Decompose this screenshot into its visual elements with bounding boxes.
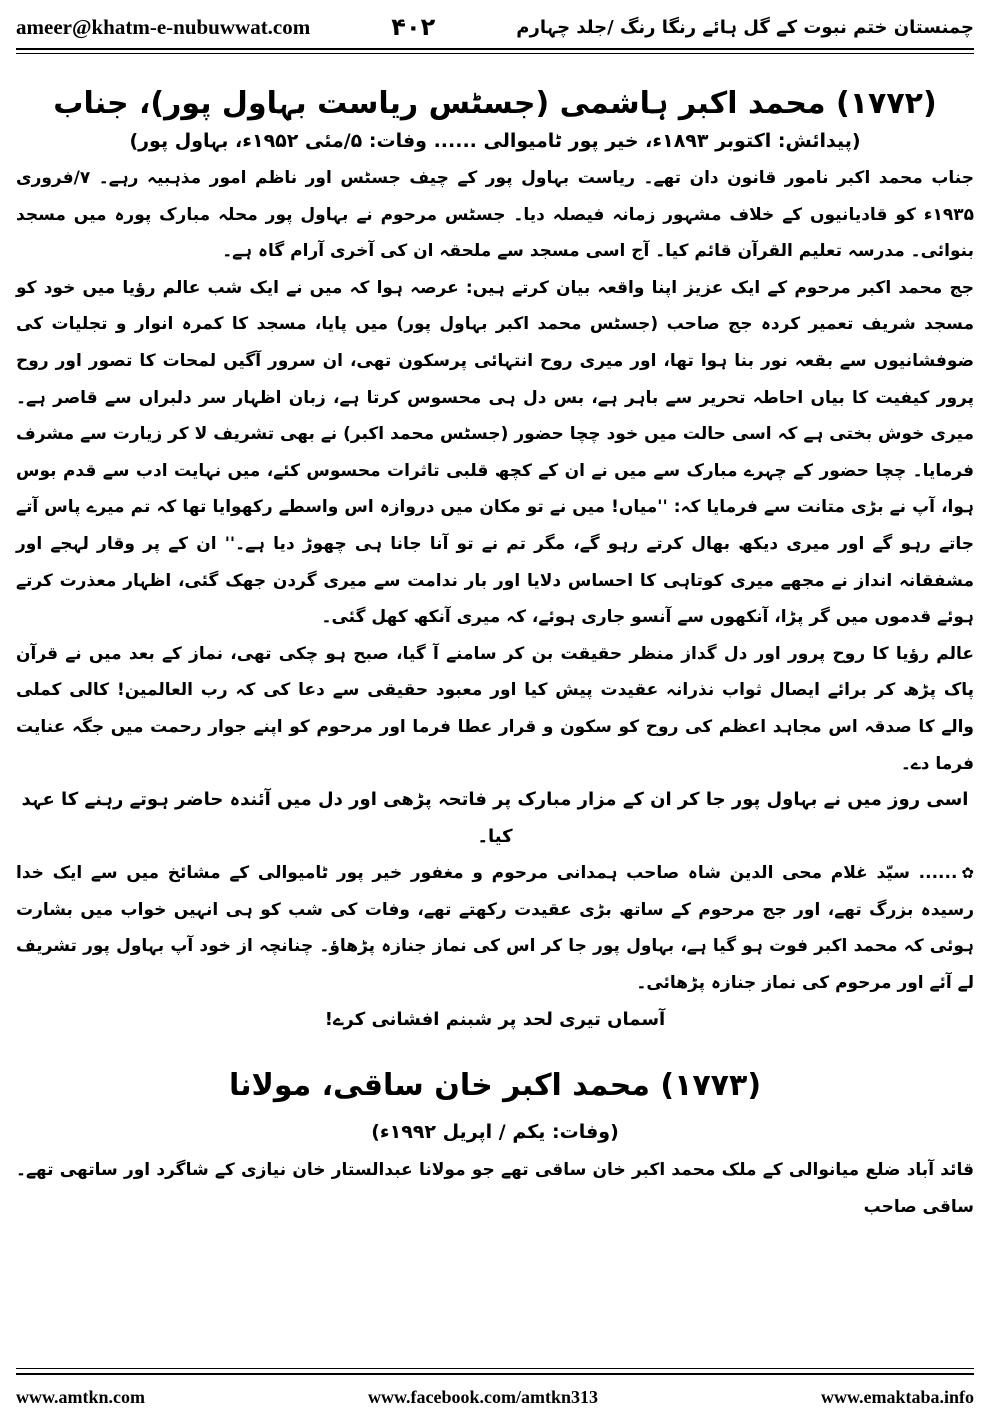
entry-2-dates: (وفات: یکم / اپریل ۱۹۹۲ء) bbox=[371, 1121, 619, 1144]
entry-1-note bbox=[16, 855, 974, 1001]
page-number: ۴۰۲ bbox=[391, 13, 436, 41]
footer-link-right[interactable]: www.emaktaba.info bbox=[820, 1386, 974, 1407]
header-email: ameer@khatm-e-nubuwwat.com bbox=[16, 14, 311, 39]
note-text: سیّد غلام محی الدین شاہ صاحب ہمدانی مرحوم و مغفور خیر پور ٹامیوالی کے مشائخ میں سے ایک خدا رسیدہ بزرگ تھے، اور جج مرحوم کے ساتھ بڑی عقیدت رکھتے تھے، وفات کی شب کو ہی انہیں خواب میں بشارت ہوئی کہ محمد اکبر فوت ہو گیا ہے، بہاول پور جا کر اس کی نماز جنازہ پڑھاؤ۔ چنانچہ از خود آپ بہاول پور تشریف لے آئے اور مرحوم کی نماز جنازہ پڑھائی۔ bbox=[16, 863, 974, 994]
entry-1-title: (۱۷۷۲) محمد اکبر ہاشمی (جسٹس ریاست بہاول پور)، جناب bbox=[53, 86, 937, 121]
footer-link-left[interactable]: www.amtkn.com bbox=[16, 1386, 145, 1407]
entry-1-paragraph-3: عالم رؤیا کا روح پرور اور دل گداز منظر حقیقت بن کر سامنے آ گیا، صبح ہو چکی تھی، نماز کے بعد میں نے قرآن پاک پڑھ کر برائے ایصال ثواب نذرانہ عقیدت پیش کیا اور معبود حقیقی سے دعا کی کہ رب العالمین! کالی کملی والے کا صدقہ اس مجاہد اعظم کی روح کو سکون و قرار عطا فرما اور مرحوم کو اپنے جوار رحمت میں جگہ عنایت فرما دے۔ bbox=[16, 643, 974, 774]
note-prefix: ...... bbox=[918, 863, 958, 884]
entry-2-title: (۱۷۷۳) محمد اکبر خان ساقی، مولانا bbox=[228, 1068, 762, 1104]
entry-1-paragraph-2: جج محمد اکبر مرحوم کے ایک عزیز اپنا واقعہ بیان کرتے ہیں: عرصہ ہوا کہ میں نے ایک شب عالم رؤیا میں خود کو مسجد شریف تعمیر کردہ جج صاحب (جسٹس محمد اکبر بہاول پور) میں پایا، مسجد کا کمرہ انوار و تجلیات کی ضوفشانیوں سے بقعہ نور بنا ہوا تھا، اور میری روح انتہائی پرسکون تھی، ان سرور آگیں لمحات کا تصور اور روح پرور کیفیت کا بیاں احاطہ تحریر سے باہر ہے، بس دل ہی محسوس کرتا ہے، زبان اظہار سر دلبراں سے قاصر ہے۔ میری خوش بختی ہے کہ اسی حالت میں خود چچا حضور (جسٹس محمد اکبر) نے بھی تشریف لا کر زیارت سے مشرف فرمایا۔ چچا حضور کے چہرے مبارک سے میں نے ان کے کچھ قلبی تاثرات محسوس کئے، میں نہایت ادب سے قدم بوس ہوا، آپ نے بڑی متانت سے فرمایا کہ: ''میاں! میں نے تو مکان میں دروازہ اس واسطے رکھوایا تھا کہ تم میرے پاس آتے جاتے رہو گے اور میری دیکھ بھال کرتے رہو گے، مگر تم نے تو آنا جانا ہی چھوڑ دیا ہے۔'' ان کے پر وقار لہجے اور مشفقانہ انداز نے مجھے میری کوتاہی کا احساس دلایا اور بار ندامت سے میری گردن جھک گئی، اظہار معذرت کرتے ہوئے قدموں میں گر پڑا، آنکھوں سے آنسو جاری ہوئے، کہ میری آنکھ کھل گئی۔ bbox=[16, 277, 974, 628]
footer-link-center[interactable]: www.facebook.com/amtkn313 bbox=[367, 1386, 598, 1407]
entry-1-paragraph-1: جناب محمد اکبر نامور قانون دان تھے۔ ریاست بہاول پور کے چیف جسٹس اور ناظم امور مذہبیہ رہے۔ ۷/فروری ۱۹۳۵ء کو قادیانیوں کے خلاف مشہور زمانہ فیصلہ دیا۔ جسٹس مرحوم نے بہاول پور محلہ مبارک پورہ میں مسجد بنوائی۔ مدرسہ تعلیم القرآن قائم کیا۔ آج اسی مسجد سے ملحقہ ان کی آخری آرام گاہ ہے۔ bbox=[16, 168, 974, 262]
page-body bbox=[16, 82, 974, 1360]
entry-1-dates: (پیدائش: اکتوبر ۱۸۹۳ء، خیر پور ٹامیوالی ...... وفات: ۵/مئی ۱۹۵۲ء، بہاول پور) bbox=[129, 130, 861, 152]
entry-1-visit-line: اسی روز میں نے بہاول پور جا کر ان کے مزار مبارک پر فاتحہ پڑھی اور دل میں آئندہ حاضر ہوتے رہنے کا عہد کیا۔ bbox=[21, 789, 969, 847]
header-rule-thin bbox=[16, 53, 974, 54]
book-title: چمنستان ختم نبوت کے گل ہائے رنگا رنگ /جلد چہارم bbox=[516, 16, 974, 38]
entry-1-couplet: آسماں تیری لحد پر شبنم افشانی کرے! bbox=[324, 1008, 666, 1030]
page-footer bbox=[16, 1382, 974, 1412]
header-rule bbox=[16, 48, 974, 50]
page-header bbox=[16, 10, 974, 44]
footer-rule bbox=[16, 1373, 974, 1375]
entry-2-paragraph: قائد آباد ضلع میانوالی کے ملک محمد اکبر خان ساقی تھے جو مولانا عبدالستار خان نیازی کے شاگرد اور ساتھی تھے۔ ساقی صاحب bbox=[16, 1160, 974, 1217]
footer-rule-thin bbox=[16, 1368, 974, 1369]
star-bullet-icon: ✿ bbox=[961, 864, 974, 883]
